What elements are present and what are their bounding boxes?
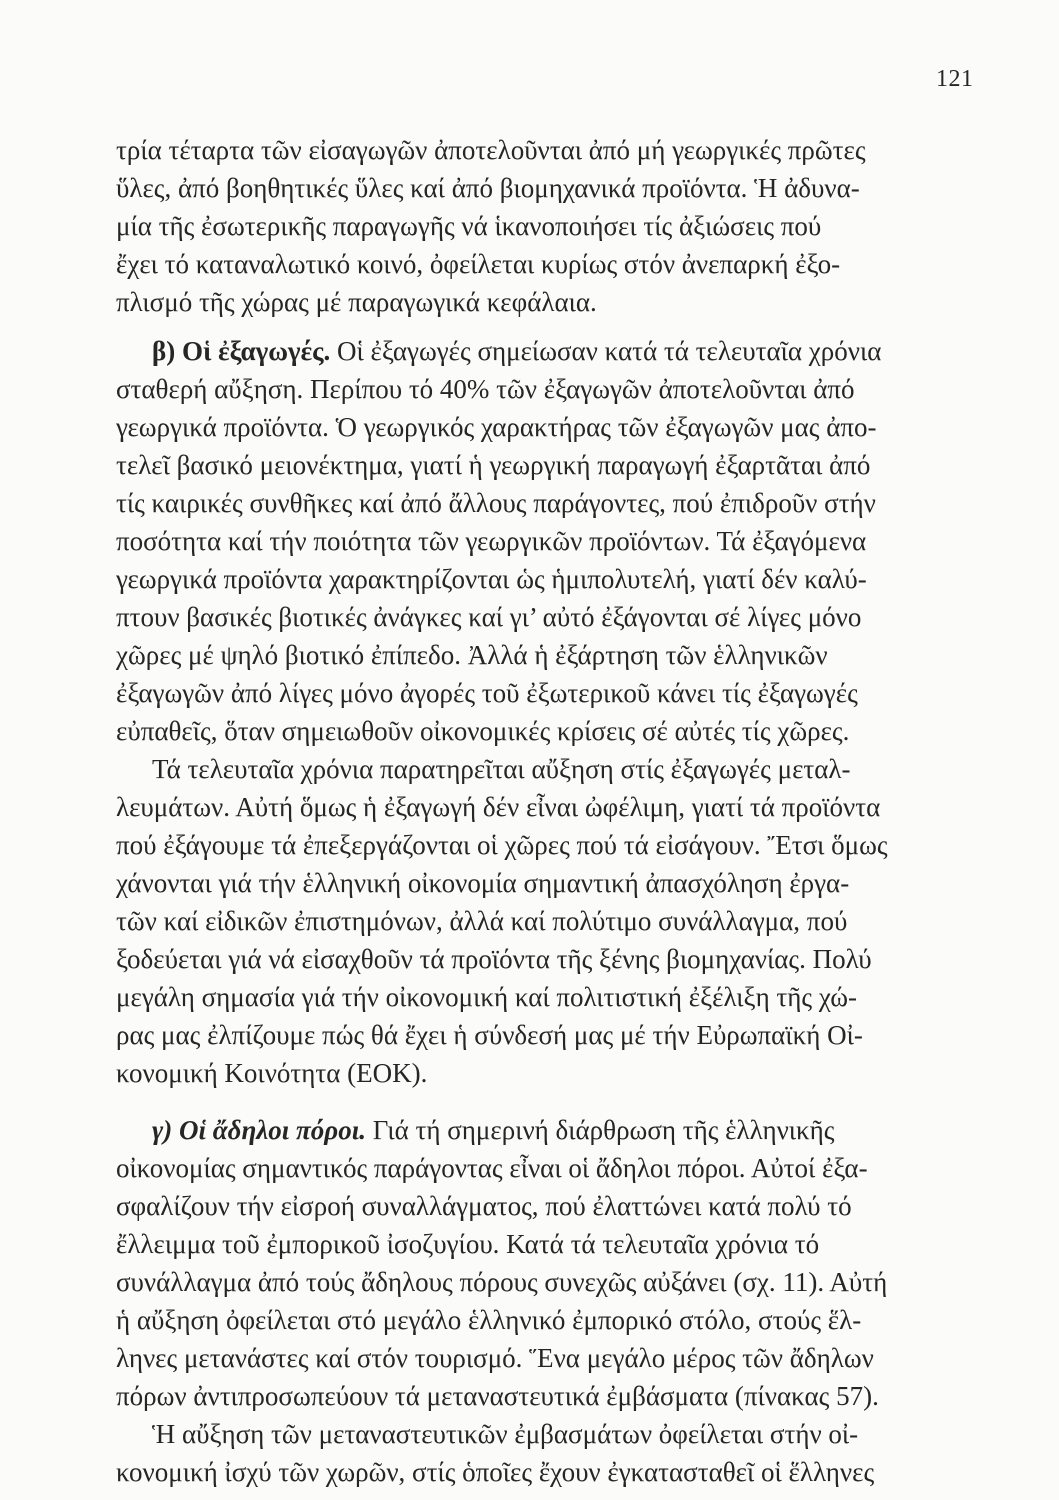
text-line: [116, 1415, 980, 1453]
line-text: συνάλλαγμα ἀπό τούς ἄδηλους πόρους συνεχῶς αὐξάνει (σχ. 11). Αὐτή: [116, 1267, 888, 1297]
text-line: [116, 788, 980, 826]
line-text: ρας μας ἐλπίζουμε πώς θά ἔχει ἡ σύνδεσή μας μέ τήν Εὐρωπαϊκή Οἰ-: [116, 1020, 863, 1050]
line-text: κονομική Κοινότητα (ΕΟΚ).: [116, 1058, 428, 1088]
line-text: σταθερή αὔξηση. Περίπου τό 40% τῶν ἐξαγωγῶν ἀποτελοῦνται ἀπό: [116, 374, 855, 404]
line-text: ξοδεύεται γιά νά εἰσαχθοῦν τά προϊόντα τῆς ξένης βιομηχανίας. Πολύ: [116, 944, 872, 974]
line-text: τελεῖ βασικό μειονέκτημα, γιατί ἡ γεωργική παραγωγή ἐξαρτᾶται ἀπό: [116, 450, 871, 480]
line-text: Γιά τή σημερινή διάρθρωση τῆς ἑλληνικῆς: [372, 1115, 835, 1145]
line-text: ἐξαγωγῶν ἀπό λίγες μόνο ἀγορές τοῦ ἐξωτερικοῦ κάνει τίς ἐξαγωγές: [116, 678, 858, 708]
text-line: [116, 1016, 980, 1054]
text-line: [116, 864, 980, 902]
line-text: τίς καιρικές συνθῆκες καί ἀπό ἄλλους παράγοντες, πού ἐπιδροῦν στήν: [116, 488, 876, 518]
text-line: [116, 283, 980, 321]
text-line: [116, 446, 980, 484]
text-line: [116, 408, 980, 446]
line-text: Ἡ αὔξηση τῶν μεταναστευτικῶν ἐμβασμάτων ὀφείλεται στήν οἰ-: [152, 1419, 859, 1449]
paragraph: [116, 1111, 980, 1415]
line-text: γεωργικά προϊόντα χαρακτηρίζονται ὡς ἡμιπολυτελή, γιατί δέν καλύ-: [116, 564, 867, 594]
line-text: γεωργικά προϊόντα. Ὁ γεωργικός χαρακτήρας τῶν ἐξαγωγῶν μας ἀπο-: [116, 412, 877, 442]
line-text: Τά τελευταῖα χρόνια παρατηρεῖται αὔξηση στίς ἐξαγωγές μεταλ-: [152, 754, 851, 784]
text-line: [116, 674, 980, 712]
text-line: [116, 169, 980, 207]
line-text: ὕλες, ἀπό βοηθητικές ὕλες καί ἀπό βιομηχανικά προϊόντα. Ἡ ἀδυνα-: [116, 173, 860, 203]
text-line: [116, 332, 980, 370]
line-text: πού ἐξάγουμε τά ἐπεξεργάζονται οἱ χῶρες πού τά εἰσάγουν. Ἔτσι ὅμως: [116, 830, 888, 860]
line-text: πόρων ἀντιπροσωπεύουν τά μεταναστευτικά ἐμβάσματα (πίνακας 57).: [116, 1381, 879, 1411]
text-line: [116, 245, 980, 283]
text-line: [116, 1225, 980, 1263]
text-line: [116, 712, 980, 750]
paragraph: [116, 332, 980, 750]
line-text: ἔλλειμμα τοῦ ἐμπορικοῦ ἰσοζυγίου. Κατά τά τελευταῖα χρόνια τό: [116, 1229, 820, 1259]
text-line: [116, 1453, 980, 1491]
line-text: τῶν καί εἰδικῶν ἐπιστημόνων, ἀλλά καί πολύτιμο συνάλλαγμα, πού: [116, 906, 848, 936]
line-text: ἡ αὔξηση ὀφείλεται στό μεγάλο ἑλληνικό ἐμπορικό στόλο, στούς ἕλ-: [116, 1305, 862, 1335]
line-text: κονομική ἰσχύ τῶν χωρῶν, στίς ὁποῖες ἔχουν ἐγκατασταθεῖ οἱ ἕλληνες: [116, 1457, 875, 1487]
text-line: [116, 978, 980, 1016]
paragraph: [116, 750, 980, 1092]
text-line: [116, 902, 980, 940]
text-line: [116, 1339, 980, 1377]
text-line: [116, 636, 980, 674]
text-line: [116, 1149, 980, 1187]
line-text: πτουν βασικές βιοτικές ἀνάγκες καί γι’ αὐτό ἐξάγονται σέ λίγες μόνο: [116, 602, 862, 632]
line-text: ἔχει τό καταναλωτικό κοινό, ὀφείλεται κυρίως στόν ἀνεπαρκή ἐξο-: [116, 249, 841, 279]
text-line: [116, 207, 980, 245]
text-line: [116, 522, 980, 560]
text-line: [116, 131, 980, 169]
line-text: μία τῆς ἐσωτερικῆς παραγωγῆς νά ἱκανοποιήσει τίς ἀξιώσεις πού: [116, 211, 822, 241]
text-line: [116, 1187, 980, 1225]
text-line: [116, 598, 980, 636]
text-line: [116, 750, 980, 788]
paragraph: [116, 131, 980, 321]
text-line: [116, 940, 980, 978]
text-line: [116, 560, 980, 598]
line-text: εὐπαθεῖς, ὅταν σημειωθοῦν οἰκονομικές κρίσεις σέ αὐτές τίς χῶρες.: [116, 716, 850, 746]
page-number: 121: [936, 66, 974, 92]
line-text: μεγάλη σημασία γιά τήν οἰκονομική καί πολιτιστική ἐξέλιξη τῆς χώ-: [116, 982, 857, 1012]
paragraph: [116, 1415, 980, 1491]
line-text: χάνονται γιά τήν ἑλληνική οἰκονομία σημαντική ἀπασχόληση ἐργα-: [116, 868, 850, 898]
line-text: οἰκονομίας σημαντικός παράγοντας εἶναι οἱ ἄδηλοι πόροι. Αὐτοί ἐξα-: [116, 1153, 868, 1183]
section-heading: γ) Οἱ ἄδηλοι πόροι.: [152, 1115, 366, 1145]
text-line: [116, 1263, 980, 1301]
body-text: [116, 131, 980, 1491]
text-line: [116, 1054, 980, 1092]
line-text: χῶρες μέ ψηλό βιοτικό ἐπίπεδο. Ἀλλά ἡ ἐξάρτηση τῶν ἑλληνικῶν: [116, 640, 828, 670]
line-text: λευμάτων. Αὐτή ὅμως ἡ ἐξαγωγή δέν εἶναι ὠφέλιμη, γιατί τά προϊόντα: [116, 792, 881, 822]
section-heading: β) Οἱ ἐξαγωγές.: [152, 336, 331, 366]
text-line: [116, 1301, 980, 1339]
line-text: τρία τέταρτα τῶν εἰσαγωγῶν ἀποτελοῦνται ἀπό μή γεωργικές πρῶτες: [116, 135, 866, 165]
line-text: σφαλίζουν τήν εἰσροή συναλλάγματος, πού ἐλαττώνει κατά πολύ τό: [116, 1191, 852, 1221]
line-text: ποσότητα καί τήν ποιότητα τῶν γεωργικῶν προϊόντων. Τά ἐξαγόμενα: [116, 526, 867, 556]
line-text: Οἱ ἐξαγωγές σημείωσαν κατά τά τελευταῖα χρόνια: [337, 336, 882, 366]
text-line: [116, 1111, 980, 1149]
text-line: [116, 826, 980, 864]
text-line: [116, 1377, 980, 1415]
text-line: [116, 484, 980, 522]
line-text: πλισμό τῆς χώρας μέ παραγωγικά κεφάλαια.: [116, 287, 597, 317]
line-text: ληνες μετανάστες καί στόν τουρισμό. Ἕνα μεγάλο μέρος τῶν ἄδηλων: [116, 1343, 874, 1373]
text-line: [116, 370, 980, 408]
